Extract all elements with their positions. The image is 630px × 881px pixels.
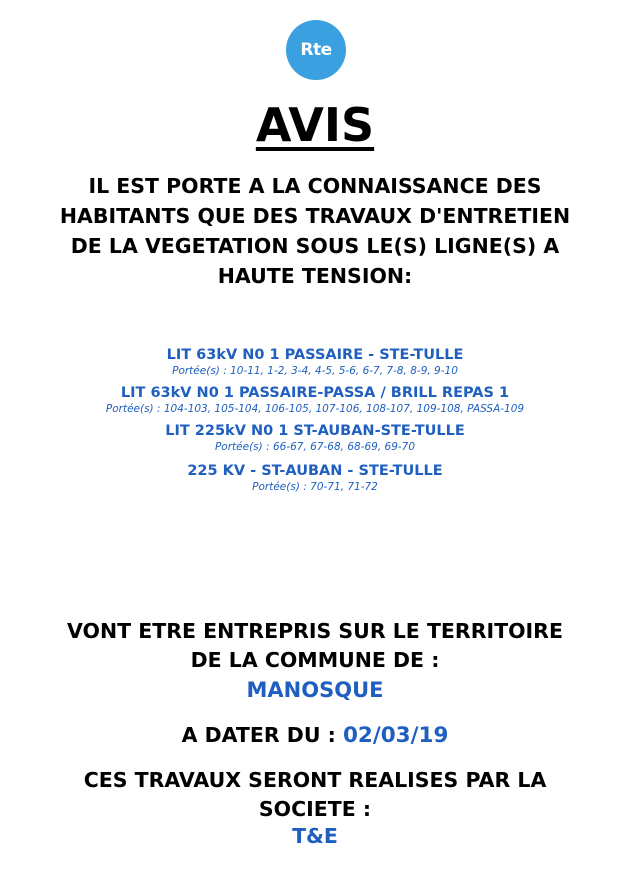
power-line-item — [0, 384, 630, 416]
power-line-item — [0, 346, 630, 378]
power-line-spans: Portée(s) : 10-11, 1-2, 3-4, 4-5, 5-6, 6-7, 7-8, 8-9, 9-10 — [172, 365, 458, 377]
date-row — [0, 723, 630, 748]
intro-line: HABITANTS QUE DES TRAVAUX D'ENTRETIEN — [59, 204, 571, 228]
power-line-name: 225 KV - ST-AUBAN - STE-TULLE — [187, 463, 443, 479]
power-lines-list — [0, 346, 630, 498]
start-date: 02/03/19 — [342, 723, 449, 748]
company-intro — [0, 766, 630, 824]
intro-line: IL EST PORTE A LA CONNAISSANCE DES — [88, 174, 542, 198]
power-line-item — [0, 462, 630, 494]
commune-intro-line: DE LA COMMUNE DE : — [190, 648, 440, 672]
company-intro-line: SOCIETE : — [258, 797, 372, 821]
power-line-name: LIT 63kV N0 1 PASSAIRE - STE-TULLE — [166, 347, 464, 363]
intro-line: HAUTE TENSION: — [217, 264, 413, 288]
power-line-spans: Portée(s) : 70-71, 71-72 — [252, 481, 378, 493]
power-line-item — [0, 422, 630, 454]
commune-intro — [0, 617, 630, 675]
intro-text — [0, 171, 630, 291]
company-name: T&E — [292, 824, 338, 848]
commune-name: MANOSQUE — [246, 678, 384, 702]
rte-logo — [286, 20, 346, 80]
power-line-name: LIT 225kV N0 1 ST-AUBAN-STE-TULLE — [165, 423, 465, 439]
intro-line: DE LA VEGETATION SOUS LE(S) LIGNE(S) A — [70, 234, 560, 258]
commune-intro-line: VONT ETRE ENTREPRIS SUR LE TERRITOIRE — [67, 619, 563, 643]
company-intro-line: CES TRAVAUX SERONT REALISES PAR LA — [83, 768, 547, 792]
power-line-name: LIT 63kV N0 1 PASSAIRE-PASSA / BRILL REPAS 1 — [120, 385, 510, 401]
logo-text: Rte — [300, 40, 332, 60]
date-label: A DATER DU : — [181, 723, 336, 747]
power-line-spans: Portée(s) : 104-103, 105-104, 106-105, 107-106, 108-107, 109-108, PASSA-109 — [105, 403, 525, 415]
notice-title: AVIS — [255, 98, 375, 152]
power-line-spans: Portée(s) : 66-67, 67-68, 68-69, 69-70 — [214, 441, 416, 453]
